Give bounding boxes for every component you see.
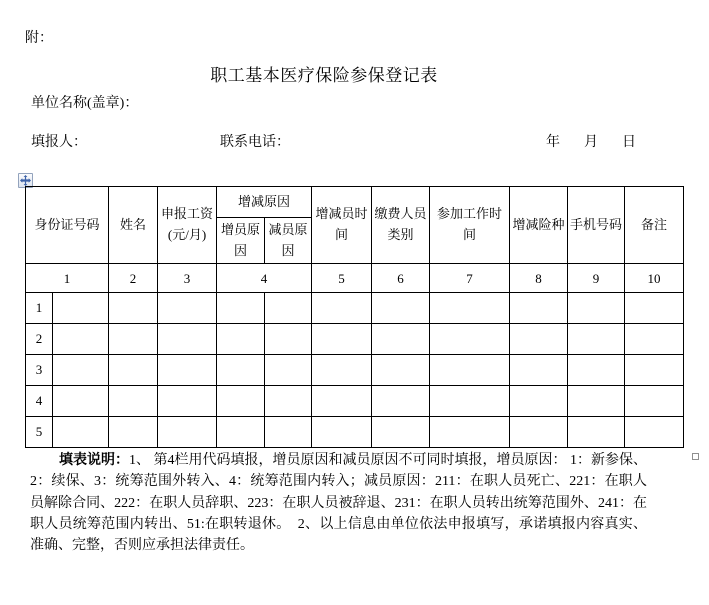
table-row <box>26 386 684 417</box>
entry-cell[interactable] <box>312 355 372 386</box>
column-number-cell: 7 <box>430 264 510 293</box>
table-row <box>26 355 684 386</box>
column-number-cell: 4 <box>217 264 312 293</box>
entry-cell[interactable] <box>158 417 217 448</box>
column-number-cell: 8 <box>510 264 568 293</box>
entry-cell[interactable] <box>372 386 430 417</box>
entry-cell[interactable] <box>568 386 625 417</box>
entry-cell[interactable] <box>625 293 684 324</box>
entry-cell[interactable] <box>372 417 430 448</box>
column-number-cell: 6 <box>372 264 430 293</box>
col-header-work-start-time: 参加工作时间 <box>430 187 510 264</box>
column-number-cell: 1 <box>26 264 109 293</box>
row-number-cell: 2 <box>26 324 53 355</box>
entry-cell[interactable] <box>158 324 217 355</box>
day-label: 日 <box>622 135 636 150</box>
row-number-cell: 1 <box>26 293 53 324</box>
entry-cell[interactable] <box>109 417 158 448</box>
col-header-change-reason-group: 增减原因 <box>217 187 312 218</box>
entry-cell[interactable] <box>312 324 372 355</box>
entry-cell[interactable] <box>625 324 684 355</box>
col-header-decrease-reason: 减员原因 <box>265 218 312 264</box>
entry-cell[interactable] <box>53 293 109 324</box>
col-header-salary: 申报工资(元/月) <box>158 187 217 264</box>
entry-cell[interactable] <box>312 386 372 417</box>
row-number-cell: 4 <box>26 386 53 417</box>
page-title: 职工基本医疗保险参保登记表 <box>210 66 438 85</box>
entry-cell[interactable] <box>568 293 625 324</box>
col-header-id-number: 身份证号码 <box>26 187 109 264</box>
entry-cell[interactable] <box>372 355 430 386</box>
entry-cell[interactable] <box>430 324 510 355</box>
table-resize-handle[interactable] <box>692 453 699 460</box>
entry-cell[interactable] <box>265 355 312 386</box>
column-number-cell: 10 <box>625 264 684 293</box>
entry-cell[interactable] <box>625 355 684 386</box>
entry-cell[interactable] <box>372 324 430 355</box>
table-row <box>26 417 684 448</box>
entry-cell[interactable] <box>53 386 109 417</box>
col-header-mobile-number: 手机号码 <box>568 187 625 264</box>
entry-cell[interactable] <box>430 293 510 324</box>
column-number-row <box>26 264 684 293</box>
entry-cell[interactable] <box>510 293 568 324</box>
date-line <box>546 131 636 151</box>
entry-cell[interactable] <box>109 293 158 324</box>
registration-table <box>25 186 684 448</box>
entry-cell[interactable] <box>265 324 312 355</box>
table-body <box>26 293 684 448</box>
table-row <box>26 293 684 324</box>
entry-cell[interactable] <box>510 355 568 386</box>
instructions-paragraph <box>30 450 647 556</box>
instructions-text: 1、 第4栏用代码填报，增员原因和减员原因不可同时填报，增员原因： 1：新参保、2：续保、3：统筹范围外转入、4：统筹范围内转入；减员原因：211：在职人员死亡、221：在职人员解除合同、222：在职人员辞职、223：在职人员被辞退、231：在职人员转出统筹范围外、241：在职人员统筹范围内转出、51:在职转退休。 2、以上信息由单位依法申报填写，承诺填报内容真实、准确、完整，否则应承担法律责任。 <box>30 453 647 554</box>
table-row <box>26 324 684 355</box>
filled-by-label: 填报人： <box>31 135 87 150</box>
instructions-label: 填表说明： <box>59 453 129 468</box>
four-way-arrow-icon <box>20 175 31 186</box>
entry-cell[interactable] <box>265 386 312 417</box>
entry-cell[interactable] <box>158 293 217 324</box>
entry-cell[interactable] <box>568 417 625 448</box>
attachment-label: 附： <box>25 31 53 46</box>
entry-cell[interactable] <box>217 355 265 386</box>
contact-phone-label: 联系电话： <box>220 135 290 150</box>
entry-cell[interactable] <box>510 417 568 448</box>
entry-cell[interactable] <box>217 417 265 448</box>
entry-cell[interactable] <box>109 386 158 417</box>
unit-name-label: 单位名称(盖章)： <box>31 96 139 111</box>
col-header-name: 姓名 <box>109 187 158 264</box>
entry-cell[interactable] <box>53 355 109 386</box>
entry-cell[interactable] <box>109 324 158 355</box>
entry-cell[interactable] <box>158 386 217 417</box>
entry-cell[interactable] <box>265 293 312 324</box>
header-row-1 <box>26 187 684 218</box>
col-header-payer-category: 缴费人员类别 <box>372 187 430 264</box>
entry-cell[interactable] <box>372 293 430 324</box>
col-header-insurance-types: 增减险种 <box>510 187 568 264</box>
column-number-cell: 9 <box>568 264 625 293</box>
entry-cell[interactable] <box>312 293 372 324</box>
entry-cell[interactable] <box>430 386 510 417</box>
entry-cell[interactable] <box>217 293 265 324</box>
year-label: 年 <box>546 135 560 150</box>
col-header-change-time: 增减员时间 <box>312 187 372 264</box>
entry-cell[interactable] <box>510 386 568 417</box>
entry-cell[interactable] <box>158 355 217 386</box>
entry-cell[interactable] <box>109 355 158 386</box>
column-number-cell: 2 <box>109 264 158 293</box>
col-header-increase-reason: 增员原因 <box>217 218 265 264</box>
entry-cell[interactable] <box>53 417 109 448</box>
entry-cell[interactable] <box>568 355 625 386</box>
entry-cell[interactable] <box>625 386 684 417</box>
entry-cell[interactable] <box>510 324 568 355</box>
entry-cell[interactable] <box>625 417 684 448</box>
entry-cell[interactable] <box>312 417 372 448</box>
entry-cell[interactable] <box>217 386 265 417</box>
entry-cell[interactable] <box>430 417 510 448</box>
column-number-cell: 3 <box>158 264 217 293</box>
row-number-cell: 5 <box>26 417 53 448</box>
entry-cell[interactable] <box>53 324 109 355</box>
entry-cell[interactable] <box>430 355 510 386</box>
row-number-cell: 3 <box>26 355 53 386</box>
month-label: 月 <box>584 135 598 150</box>
entry-cell[interactable] <box>265 417 312 448</box>
entry-cell[interactable] <box>217 324 265 355</box>
column-number-cell: 5 <box>312 264 372 293</box>
col-header-remarks: 备注 <box>625 187 684 264</box>
entry-cell[interactable] <box>568 324 625 355</box>
